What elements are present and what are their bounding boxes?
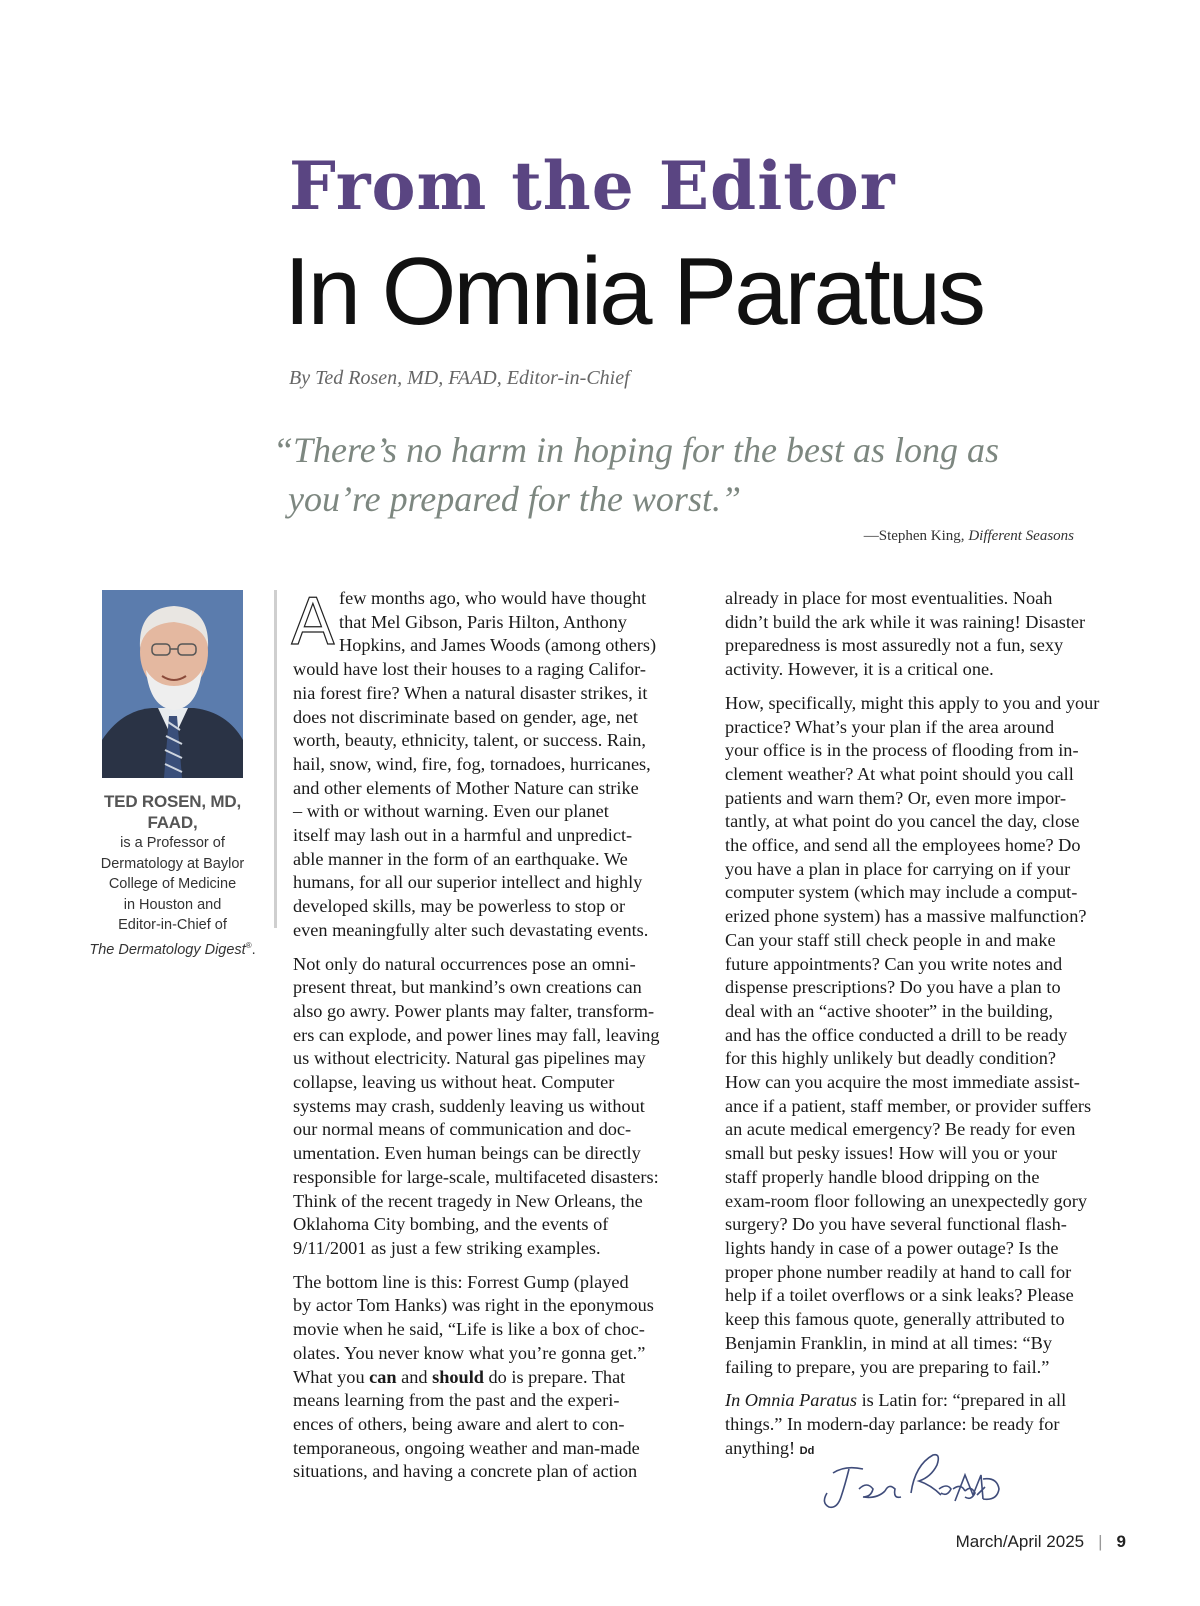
text-line: activity. However, it is a critical one. [725,659,994,680]
text-line: the office, and send all the employees home? Do [725,835,1081,856]
text-line: failing to prepare, you are preparing to fail.” [725,1356,1050,1377]
text-line: clement weather? At what point should you call [725,763,1074,784]
text-line: deal with an “active shooter” in the building, [725,1000,1053,1021]
registered-mark: ® [245,940,252,950]
paragraph [725,587,1130,682]
text-line: future appointments? Can you write notes and [725,953,1063,974]
text-line: an acute medical emergency? Be ready for even [725,1119,1076,1140]
text-line: does not discriminate based on gender, age, net [293,706,638,727]
text-line: surgery? Do you have several functional flash- [725,1214,1067,1235]
drop-cap: A [291,586,335,660]
text-line: also go awry. Power plants may falter, transform- [293,1000,655,1021]
text-line: exam-room floor following an unexpectedly gory [725,1190,1087,1211]
text-line: responsible for large-scale, multifaceted disasters: [293,1166,659,1187]
page-footer [956,1532,1126,1552]
text-line: developed skills, may be powerless to stop or [293,896,626,917]
pull-quote [273,426,1063,524]
text-run: is Latin for: “prepared in all [857,1390,1067,1411]
text-line: would have lost their houses to a raging Califor- [293,659,646,680]
text-line: How, specifically, might this apply to you and your [725,692,1100,713]
column-divider-rule [274,590,277,928]
latin-phrase: In Omnia Paratus [725,1390,858,1411]
text-line: and other elements of Mother Nature can strike [293,777,639,798]
quote-attribution [864,528,1074,545]
text-line: umentation. Even human beings can be directly [293,1143,641,1164]
text-line: – with or without warning. Even our planet [293,801,609,822]
text-line: you have a plan in place for carrying on if your [725,858,1071,879]
article-column-2 [725,587,1130,1473]
page-number: 9 [1116,1532,1126,1551]
author-portrait-image [102,590,243,778]
text-line [725,1389,1130,1413]
text-line: present threat, but mankind’s own creations can [293,977,642,998]
text-line: patients and warn them? Or, even more impor- [725,787,1067,808]
bio-line: Dermatology at Baylor [100,855,245,872]
text-line: help if a toilet overflows or a sink leaks? Please [725,1285,1074,1306]
text-line: Not only do natural occurrences pose an omni- [293,953,636,974]
paragraph [293,587,693,943]
text-line: means learning from the past and the experi- [293,1390,620,1411]
text-line: 9/11/2001 as just a few striking examples. [293,1237,601,1258]
text-line: dispense prescriptions? Do you have a plan to [725,977,1061,998]
text-line: nia forest fire? When a natural disaster strikes, it [293,682,648,703]
text-line: that Mel Gibson, Paris Hilton, Anthony [339,611,627,632]
footer-separator: | [1098,1532,1103,1551]
text-line: ences of others, being aware and alert to con- [293,1413,625,1434]
end-mark: Dd [799,1444,815,1457]
text-line: The bottom line is this: Forrest Gump (played [293,1271,629,1292]
text-line: collapse, leaving us without heat. Computer [293,1072,615,1093]
text-line: lights handy in case of a power outage? Is the [725,1237,1059,1258]
quote-source-title: Different Seasons [968,528,1074,544]
quote-author: —Stephen King, [863,528,965,544]
text-line: Oklahoma City bombing, and the events of [293,1214,609,1235]
text-line: even meaningfully alter such devastating events. [293,919,649,940]
text-line: preparedness is most assuredly not a fun, sexy [725,635,1064,656]
text-line: erized phone system) has a massive malfunction? [725,906,1087,927]
text-line: practice? What’s your plan if the area around [725,716,1055,737]
text-line: small but pesky issues! How will you or your [725,1143,1058,1164]
text-line: tantly, at what point do you cancel the day, close [725,811,1080,832]
author-photo [102,590,243,778]
text-line: Hopkins, and James Woods (among others) [339,635,657,656]
text-line: movie when he said, “Life is like a box of choc- [293,1319,645,1340]
pull-quote-line: “There’s no harm in hoping for the best as long as [273,430,1000,470]
text-line: your office is in the process of flooding from in- [725,740,1079,761]
text-line: already in place for most eventualities. Noah [725,588,1053,608]
paragraph [293,1271,693,1484]
text-line: us without electricity. Natural gas pipelines may [293,1048,646,1069]
text-line: computer system (which may include a comput- [725,882,1078,903]
text-line: ers can explode, and power lines may fall, leaving [293,1024,660,1045]
text-line: by actor Tom Hanks) was right in the eponymous [293,1295,654,1316]
bio-line: College of Medicine [108,876,237,892]
text-line: keep this famous quote, generally attributed to [725,1309,1065,1330]
text-line: temporaneous, ongoing weather and man-made [293,1437,640,1458]
text-line: hail, snow, wind, fire, fog, tornadoes, hurricanes, [293,753,651,774]
bio-journal-line [80,936,265,960]
text-line: able manner in the form of an earthquake. We [293,848,628,869]
text-line: ance if a patient, staff member, or provider suffers [725,1095,1092,1116]
text-line: our normal means of communication and doc- [293,1119,632,1140]
text-line: What you can and should do is prepare. That [293,1366,626,1387]
text-line: things.” In modern-day parlance: be ready for [725,1413,1060,1434]
article-title: In Omnia Paratus [284,238,983,345]
text-line: Benjamin Franklin, in mind at all times: “By [725,1332,1052,1353]
text-line: How can you acquire the most immediate assist- [725,1072,1080,1093]
text-line: systems may crash, suddenly leaving us without [293,1095,645,1116]
bio-line: Editor-in-Chief of [118,917,227,933]
paragraph [725,692,1130,1379]
section-kicker: From the Editor [289,147,896,225]
byline: By Ted Rosen, MD, FAAD, Editor-in-Chief [289,367,630,389]
article-column-1 [293,587,693,1494]
text-line: humans, for all our superior intellect and highly [293,872,643,893]
bio-line: is a Professor of [120,835,225,851]
author-bio [80,792,265,960]
text-line: Think of the recent tragedy in New Orleans, the [293,1190,643,1211]
text-line: situations, and having a concrete plan of action [293,1461,638,1482]
journal-name: The Dermatology Digest [89,941,246,958]
text-line: and has the office conducted a drill to be ready [725,1024,1068,1045]
bio-line: in Houston and [123,896,222,913]
paragraph [293,953,693,1261]
text-line: olates. You never know what you’re gonna get.” [293,1342,646,1363]
text-line: proper phone number readily at hand to call for [725,1261,1072,1282]
pull-quote-line: you’re prepared for the worst.” [288,479,741,519]
text-line: staff properly handle blood dripping on the [725,1166,1040,1187]
text-line: Can your staff still check people in and make [725,929,1056,950]
text-line: for this highly unlikely but deadly condition? [725,1048,1057,1069]
text-line: didn’t build the ark while it was raining! Disaster [725,611,1086,632]
text-line: few months ago, who would have thought [339,588,647,608]
text-line: worth, beauty, ethnicity, talent, or success. Rain, [293,730,647,751]
bio-period: . [251,941,256,958]
issue-date: March/April 2025 [955,1532,1085,1551]
author-name: TED ROSEN, MD, FAAD, [104,792,241,832]
text-run: anything! [725,1437,796,1458]
signature-image [815,1445,1005,1515]
text-line: itself may lash out in a harmful and unpredict- [293,825,633,846]
